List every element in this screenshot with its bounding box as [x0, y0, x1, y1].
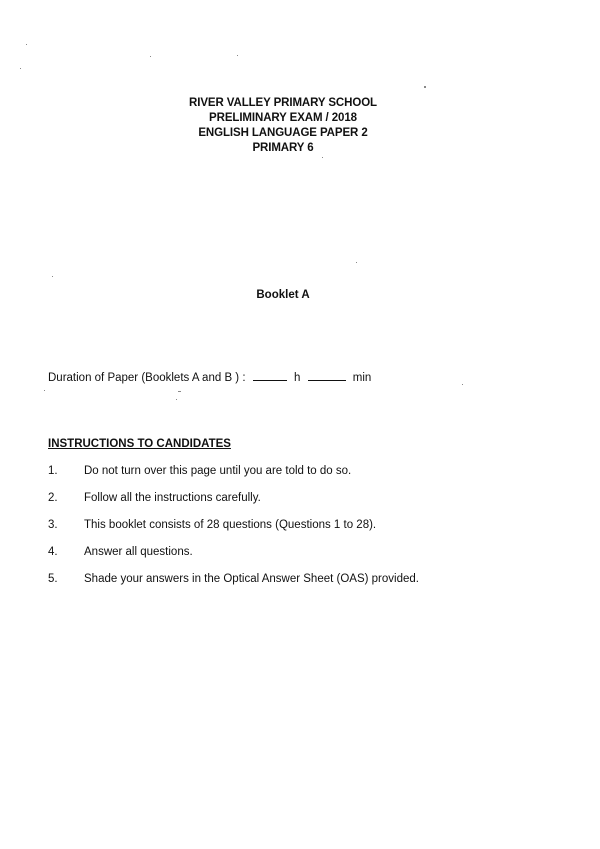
- duration-label: Duration of Paper (Booklets A and B ) :: [48, 372, 246, 384]
- exam-header: [0, 96, 566, 156]
- scan-speck: [178, 391, 181, 392]
- instruction-text: This booklet consists of 28 questions (Questions 1 to 28).: [84, 519, 377, 531]
- instruction-text: Answer all questions.: [84, 546, 193, 558]
- minute-unit: min: [352, 372, 372, 384]
- paper-title: ENGLISH LANGUAGE PAPER 2: [198, 127, 368, 139]
- duration-line: [48, 371, 371, 384]
- scan-speck: [424, 86, 426, 88]
- instruction-number: 5.: [48, 573, 58, 585]
- scan-speck: [150, 56, 151, 57]
- school-name: RIVER VALLEY PRIMARY SCHOOL: [189, 97, 377, 109]
- booklet-label: Booklet A: [256, 289, 310, 301]
- instruction-text: Shade your answers in the Optical Answer Sheet (OAS) provided.: [84, 573, 419, 585]
- instruction-number: 3.: [48, 519, 58, 531]
- hours-blank: [253, 371, 287, 381]
- hour-unit: h: [293, 372, 301, 384]
- instruction-number: 4.: [48, 546, 58, 558]
- instructions-title: INSTRUCTIONS TO CANDIDATES: [48, 438, 231, 450]
- scan-speck: [237, 55, 238, 56]
- scan-speck: [26, 44, 27, 45]
- scan-speck: [176, 399, 177, 400]
- instruction-text: Do not turn over this page until you are told to do so.: [84, 465, 352, 477]
- scan-speck: [44, 390, 45, 391]
- exam-title: PRELIMINARY EXAM / 2018: [209, 112, 357, 124]
- instruction-number: 1.: [48, 465, 58, 477]
- scan-speck: [322, 157, 323, 158]
- scan-speck: [52, 276, 53, 277]
- level-title: PRIMARY 6: [252, 142, 314, 154]
- minutes-blank: [308, 371, 346, 381]
- instruction-text: Follow all the instructions carefully.: [84, 492, 261, 504]
- instruction-number: 2.: [48, 492, 58, 504]
- scan-speck: [356, 262, 357, 263]
- scan-speck: [462, 384, 463, 385]
- scan-speck: [20, 68, 21, 69]
